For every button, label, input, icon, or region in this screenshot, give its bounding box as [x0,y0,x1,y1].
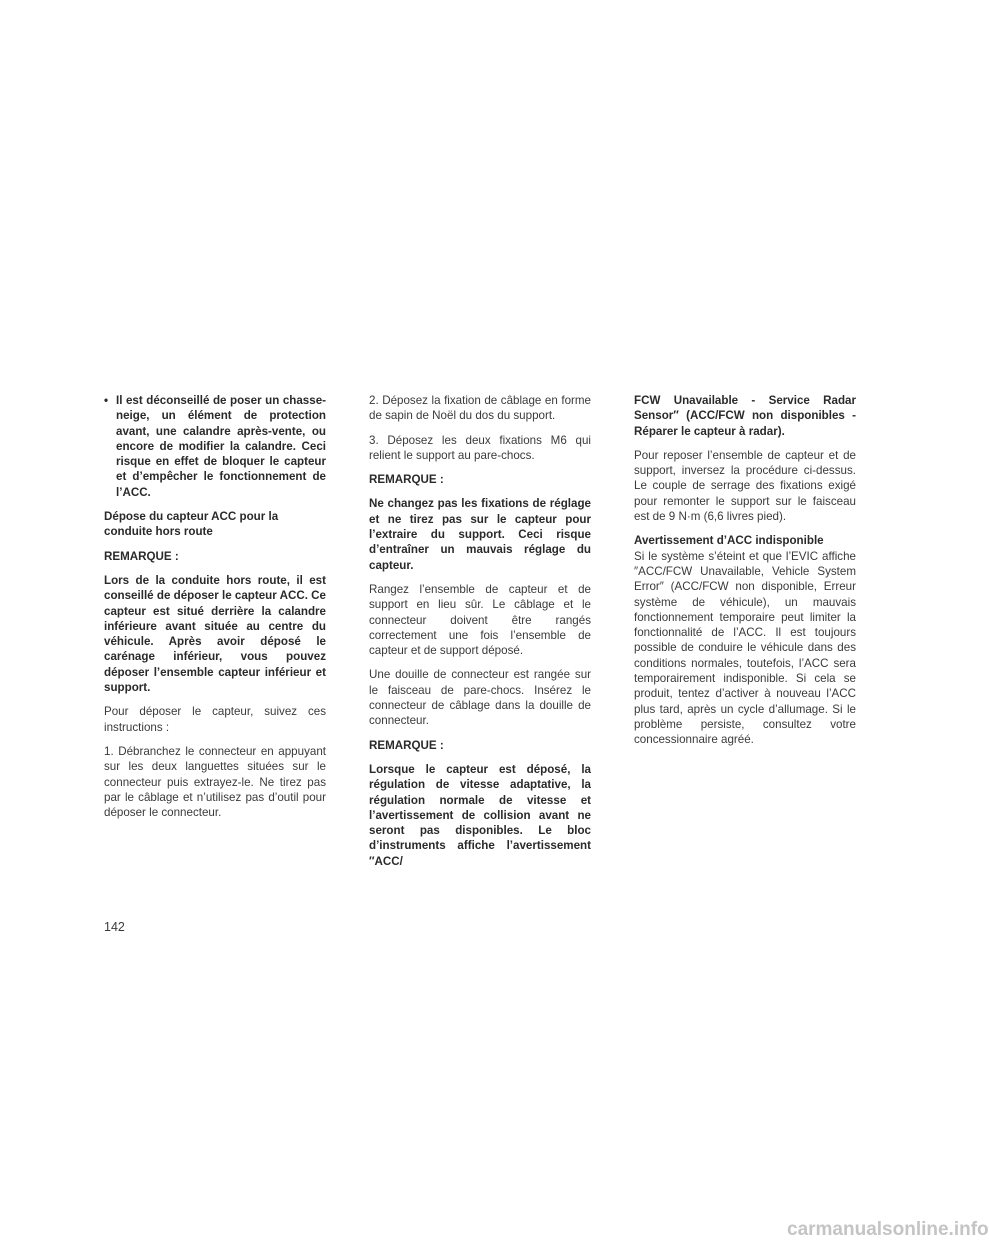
watermark: carmanualsonline.info [787,1219,989,1240]
remarque-label: REMARQUE : [104,549,179,563]
paragraph-storage: Rangez l’ensemble de capteur et de support en lieu sûr. Le câblage et le connecteur doivent être rangés correctement une fois l’ensemble de capteur et de support déposé. [369,582,591,658]
paragraph-acc-unavailable: Si le système s’éteint et que l’EVIC affiche ″ACC/FCW Unavailable, Vehicle System Error″ (ACC/FCW non disponible, Erreur système de véhicule), un mauvais fonctionnement temporaire peut limiter la fonctionnalité de l’ACC. Il est toujours possible de conduire le véhicule dans des conditions normales, toutefois, l’ACC sera temporairement indisponible. Si cela se produit, tentez d’activer à nouveau l’ACC plus tard, après un cycle d’allumage. Si le problème persiste, consultez votre concessionnaire agréé. [634,549,856,747]
note-offroad: Lors de la conduite hors route, il est conseillé de déposer le capteur ACC. Ce capteur est situé derrière la calandre inférieure avant située au centre du véhicule. Après avoir déposé le carénage inférieur, vous pouvez déposer l’ensemble capteur inférieur et support. [104,573,326,695]
column-left [104,393,326,829]
bullet-icon: • [104,394,109,407]
step-2: 2. Déposez la fixation de câblage en forme de sapin de Noël du dos du support. [369,394,591,423]
paragraph-instructions: Pour déposer le capteur, suivez ces instructions : [104,705,326,734]
note-sensor-removed-continued: FCW Unavailable - Service Radar Sensor″ (ACC/FCW non disponibles - Réparer le capteur à radar). [634,394,856,438]
bullet-item [104,393,326,500]
bullet-text: Il est déconseillé de poser un chasse-neige, un élément de protection avant, une calandre après-vente, ou encore de modifier la calandre. Ceci risque en effet de bloquer le capteur et d’empêcher le fonctionnement de l’ACC. [116,394,326,499]
paragraph-reinstall: Pour reposer l’ensemble de capteur et de support, inversez la procédure ci-dessus. Le couple de serrage des fixations exigé pour remonter le support sur le faisceau est de 9 N·m (6,6 livres pied). [634,448,856,524]
paragraph-connector: Une douille de connecteur est rangée sur le faisceau de pare-chocs. Insérez le connecteur de câblage dans la douille de connecteur. [369,668,591,728]
remarque-label: REMARQUE : [369,473,444,487]
column-right [634,393,856,757]
step-3: 3. Déposez les deux fixations M6 qui relient le support au pare-chocs. [369,433,591,462]
section-heading-offroad: Dépose du capteur ACC pour la conduite hors route [104,510,279,539]
column-middle [369,393,591,878]
step-1: 1. Débranchez le connecteur en appuyant sur les deux languettes situées sur le connecteur puis extrayez-le. Ne tirez pas par le câblage et n’utilisez pas d’outil pour déposer le connecteur. [104,744,326,820]
remarque-label: REMARQUE : [369,738,444,752]
note-sensor-removed: Lorsque le capteur est déposé, la régulation de vitesse adaptative, la régulation normale de vitesse et l’avertissement de collision avant ne seront pas disponibles. Le bloc d’instruments affiche l’avertissement ″ACC/ [369,762,591,868]
page-number: 142 [104,920,125,934]
note-fixations: Ne changez pas les fixations de réglage et ne tirez pas sur le capteur pour l’extraire du support. Ceci risque d’entraîner un mauvais réglage du capteur. [369,497,591,572]
section-heading-acc-unavailable: Avertissement d’ACC indisponible [634,534,824,548]
